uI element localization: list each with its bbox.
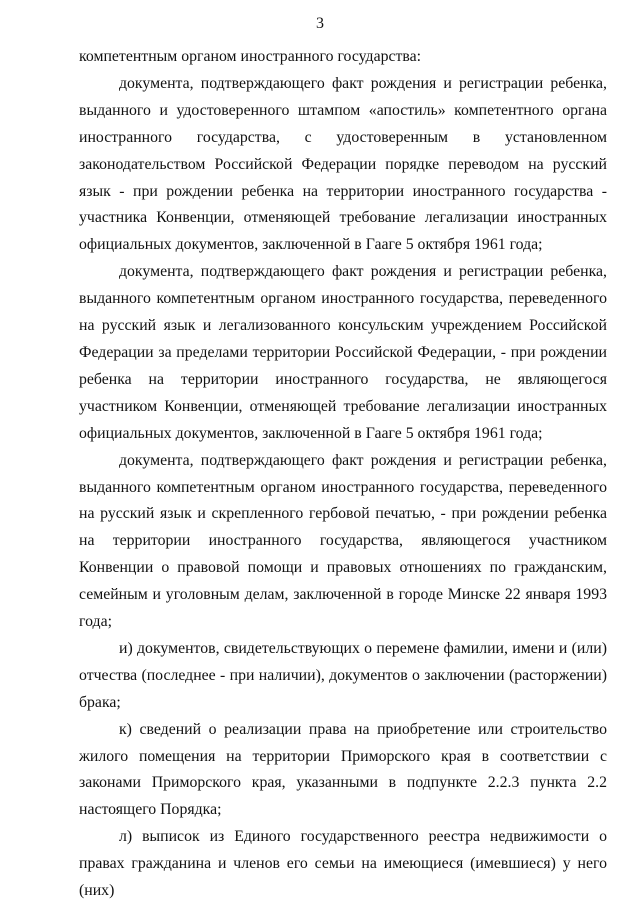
paragraph-consular-document: документа, подтверждающего факт рождения и регистрации ребенка, выданного компетентным органом иностранного государства, переведенного на русский язык и легализованного консульским учреждением Российской Федерации за пределами территории Российской Федерации, - при рождении ребенка на территории иностранного государства, не являющегося участником Конвенции, отменяющей требование легализации иностранных официальных документов, заключенной в Гааге 5 октября 1961 года; bbox=[79, 263, 607, 442]
page-number: 3 bbox=[316, 15, 324, 32]
document-body bbox=[79, 44, 607, 905]
paragraph-intro: компетентным органом иностранного государства: bbox=[79, 48, 422, 65]
paragraph-minsk-convention-document: документа, подтверждающего факт рождения и регистрации ребенка, выданного компетентным органом иностранного государства, переведенного на русский язык и скрепленного гербовой печатью, - при рождении ребенка на территории иностранного государства, являющегося участником Конвенции о правовой помощи и правовых отношениях по гражданским, семейным и уголовным делам, заключенной в городе Минске 22 января 1993 года; bbox=[79, 451, 607, 631]
paragraph-item-l: л) выписок из Единого государственного реестра недвижимости о правах гражданина и членов его семьи на имеющиеся (имевшиеся) у него (них) bbox=[79, 828, 607, 900]
paragraph-item-k: к) сведений о реализации права на приобретение или строительство жилого помещения на территории Приморского края в соответствии с законами Приморского края, указанными в подпункте 2.2.3 пункта 2.2 настоящего Порядка; bbox=[79, 720, 607, 819]
paragraph-apostille-document: документа, подтверждающего факт рождения и регистрации ребенка, выданного и удостоверенного штампом «апостиль» компетентного органа иностранного государства, с удостоверенным в установленном законодательством Российской Федерации порядке переводом на русский язык - при рождении ребенка на территории иностранного государства - участника Конвенции, отменяющей требование легализации иностранных официальных документов, заключенной в Гааге 5 октября 1961 года; bbox=[79, 74, 607, 254]
paragraph-item-i: и) документов, свидетельствующих о перемене фамилии, имени и (или) отчества (последнее - при наличии), документов о заключении (расторжении) брака; bbox=[79, 639, 607, 711]
